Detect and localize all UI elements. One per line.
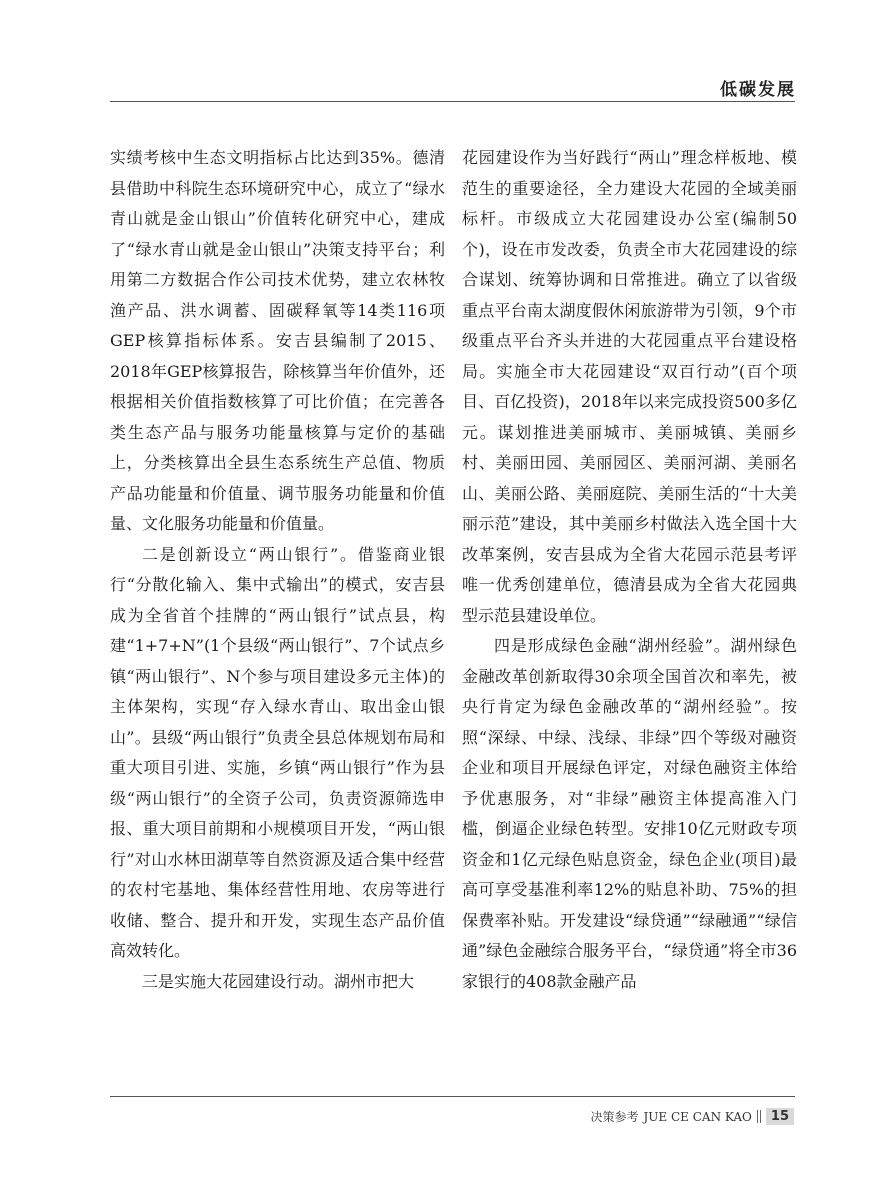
section-tag: 低碳发展 (720, 80, 796, 100)
header-rule (110, 101, 795, 102)
right-column (462, 143, 797, 997)
page-number: 15 (766, 1108, 794, 1125)
left-column (110, 143, 445, 997)
paragraph: 实绩考核中生态文明指标占比达到35%。德清县借助中科院生态环境研究中心，成立了“绿水青山就是金山银山”价值转化研究中心，建成了“绿水青山就是金山银山”决策支持平台；利用第二方数据合作公司技术优势，建立农林牧渔产品、洪水调蓄、固碳释氧等14类116项GEP核算指标体系。安吉县编制了2015、2018年GEP核算报告，除核算当年价值外，还根据相关价值指数核算了可比价值；在完善各类生态产品与服务功能量核算与定价的基础上，分类核算出全县生态系统生产总值、物质产品功能量和价值量、调节服务功能量和价值量、文化服务功能量和价值量。 (110, 148, 445, 533)
paragraph: 花园建设作为当好践行“两山”理念样板地、模范生的重要途径，全力建设大花园的全域美丽标杆。市级成立大花园建设办公室(编制50个)，设在市发改委，负责全市大花园建设的综合谋划、统筹协调和日常推进。确立了以省级重点平台南太湖度假休闲旅游带为引领，9个市级重点平台齐头并进的大花园重点平台建设格局。实施全市大花园建设“双百行动”(百个项目、百亿投资)，2018年以来完成投资500多亿元。谋划推进美丽城市、美丽城镇、美丽乡村、美丽田园、美丽园区、美丽河湖、美丽名山、美丽公路、美丽庭院、美丽生活的“十大美丽示范”建设，其中美丽乡村做法入选全国十大改革案例，安吉县成为全省大花园示范县考评唯一优秀创建单位，德清县成为全省大花园典型示范县建设单位。 (462, 148, 797, 625)
paragraph: 四是形成绿色金融“湖州经验”。湖州绿色金融改革创新取得30余项全国首次和率先，被央行肯定为绿色金融改革的“湖州经验”。按照“深绿、中绿、浅绿、非绿”四个等级对融资企业和项目开展绿色评定，对绿色融资主体给予优惠服务，对“非绿”融资主体提高准入门槛，倒逼企业绿色转型。安排10亿元财政专项资金和1亿元绿色贴息资金，绿色企业(项目)最高可享受基准利率12%的贴息补助、75%的担保费率补贴。开发建设“绿贷通”“绿融通”“绿信通”绿色金融综合服务平台，“绿贷通”将全市36家银行的408款金融产品 (462, 636, 797, 991)
paragraph: 三是实施大花园建设行动。湖州市把大 (142, 971, 415, 991)
footer-rule (110, 1096, 795, 1097)
publication-pinyin: JUE CE CAN KAO (643, 1109, 752, 1124)
publication-name: 决策参考 (590, 1110, 639, 1124)
footer-separator (757, 1110, 761, 1123)
footer (590, 1108, 794, 1125)
paragraph: 二是创新设立“两山银行”。借鉴商业银行“分散化输入、集中式输出”的模式，安吉县成为全省首个挂牌的“两山银行”试点县，构建“1+7+N”(1个县级“两山银行”、7个试点乡镇“两山银行”、N个参与项目建设多元主体)的主体架构，实现“存入绿水青山、取出金山银山”。县级“两山银行”负责全县总体规划布局和重大项目引进、实施，乡镇“两山银行”作为县级“两山银行”的全资子公司，负责资源筛选申报、重大项目前期和小规模项目开发，“两山银行”对山水林田湖草等自然资源及适合集中经营的农村宅基地、集体经营性用地、农房等进行收储、整合、提升和开发，实现生态产品价值高效转化。 (110, 544, 445, 960)
